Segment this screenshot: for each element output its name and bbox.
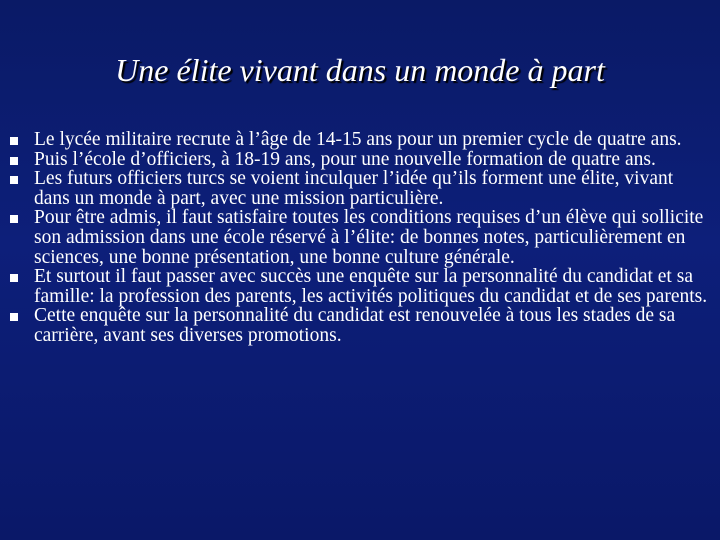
bullet-text: Cette enquête sur la personnalité du candidat est renouvelée à tous les stades de sa carrière, avant ses diverses promotions.: [34, 305, 676, 346]
slide-title: Une élite vivant dans un monde à part: [115, 52, 605, 88]
square-bullet-icon: [10, 137, 18, 145]
bullet-item: [10, 130, 712, 150]
square-bullet-icon: [10, 157, 18, 165]
square-bullet-icon: [10, 215, 18, 223]
bullet-list: [10, 130, 712, 346]
bullet-item: [10, 267, 712, 306]
bullet-text: Le lycée militaire recrute à l’âge de 14-15 ans pour un premier cycle de quatre ans.: [34, 129, 682, 150]
bullet-item: [10, 169, 712, 208]
square-bullet-icon: [10, 274, 18, 282]
square-bullet-icon: [10, 313, 18, 321]
square-bullet-icon: [10, 176, 18, 184]
bullet-text: Les futurs officiers turcs se voient inculquer l’idée qu’ils forment une élite, vivant dans un monde à part, avec une mission particulière.: [34, 168, 674, 209]
bullet-text: Pour être admis, il faut satisfaire toutes les conditions requises d’un élève qui sollicite son admission dans une école réservé à l’élite: de bonnes notes, particulièrement en sciences, une bonne présentation, une bonne culture générale.: [34, 207, 704, 268]
bullet-item: [10, 306, 712, 345]
bullet-text: Et surtout il faut passer avec succès une enquête sur la personnalité du candidat et sa famille: la profession des parents, les activités politiques du candidat et de ses parents.: [34, 266, 708, 307]
bullet-text: Puis l’école d’officiers, à 18-19 ans, pour une nouvelle formation de quatre ans.: [34, 148, 656, 170]
bullet-item: [10, 150, 712, 170]
bullet-item: [10, 208, 712, 267]
